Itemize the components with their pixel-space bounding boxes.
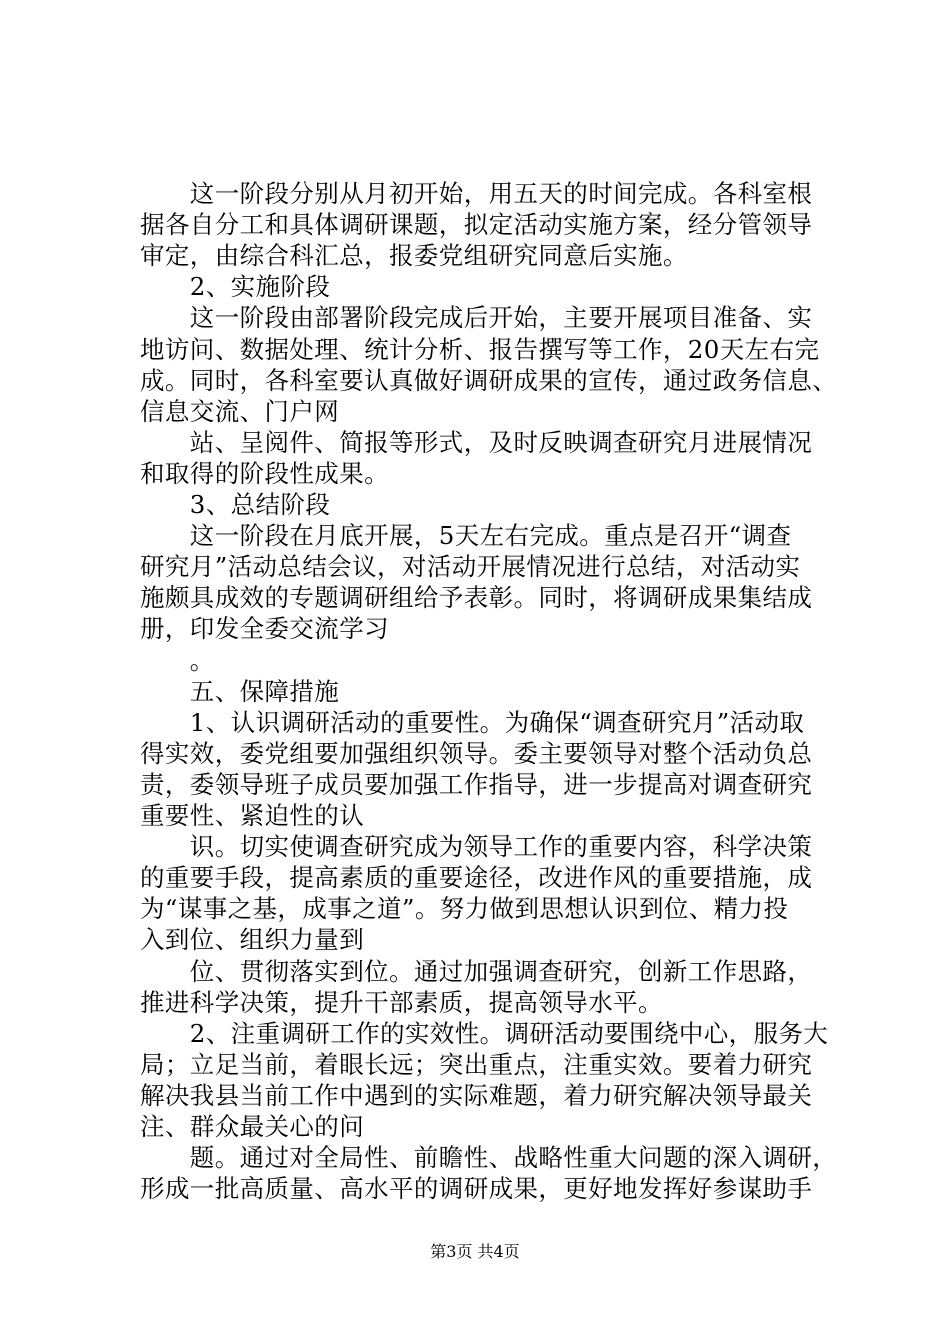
text-line: 识。切实使调查研究成为领导工作的重要内容，科学决策 [140, 832, 813, 862]
text-line: 题。通过对全局性、前瞻性、战略性重大问题的深入调研， [140, 1143, 838, 1173]
text-line: 这一阶段在月底开展，5天左右完成。重点是召开“调查 [140, 521, 792, 551]
text-line: 重要性、紧迫性的认 [140, 801, 365, 830]
text-line: 审定，由综合科汇总，报委党组研究同意后实施。 [140, 241, 688, 271]
text-line: 推进科学决策，提升干部素质，提高领导水平。 [140, 987, 663, 1017]
text-line: 据各自分工和具体调研课题，拟定活动实施方案，经分管领导 [140, 210, 813, 240]
text-line: 册，印发全委交流学习 [140, 614, 389, 644]
text-line: 研究月”活动总结会议，对活动开展情况进行总结，对活动实 [140, 552, 801, 582]
text-line: 局；立足当前，着眼长远；突出重点，注重实效。要着力研究 [140, 1049, 813, 1079]
text-line: 这一阶段由部署阶段完成后开始，主要开展项目准备、实 [140, 303, 813, 333]
text-line: 位、贯彻落实到位。通过加强调查研究，创新工作思路， [140, 956, 813, 986]
text-line: 为“谋事之基，成事之道”。努力做到思想认识到位、精力投 [140, 894, 789, 924]
text-line: 注、群众最关心的问 [140, 1112, 365, 1141]
page-footer: 第3页 共4页 [430, 1242, 520, 1261]
text-line: 的重要手段，提高素质的重要途径，改进作风的重要措施，成 [140, 863, 813, 893]
text-line: 3、总结阶段 [140, 490, 331, 519]
text-line: 责，委领导班子成员要加强工作指导，进一步提高对调查研究 [140, 769, 813, 799]
text-line: 信息交流、门户网 [140, 396, 340, 426]
text-line: 施颇具成效的专题调研组给予表彰。同时，将调研成果集结成 [140, 583, 813, 613]
text-line: 站、呈阅件、简报等形式，及时反映调查研究月进展情况 [140, 427, 813, 457]
text-line: 得实效，委党组要加强组织领导。委主要领导对整个活动负总 [140, 738, 813, 768]
text-line: 五、保障措施 [140, 676, 340, 706]
text-line: 1、认识调研活动的重要性。为确保“调查研究月”活动取 [140, 707, 805, 737]
text-line: 这一阶段分别从月初开始，用五天的时间完成。各科室根 [140, 179, 813, 208]
text-line: 2、注重调研工作的实效性。调研活动要围绕中心，服务大 [140, 1018, 829, 1048]
text-line: 和取得的阶段性成果。 [140, 458, 389, 488]
text-line: 入到位、组织力量到 [140, 925, 365, 955]
text-line: 。 [140, 645, 215, 675]
text-line: 成。同时，各科室要认真做好调研成果的宣传，通过政务信息、 [140, 365, 838, 395]
text-line: 2、实施阶段 [140, 272, 331, 302]
text-line: 形成一批高质量、高水平的调研成果，更好地发挥好参谋助手 [140, 1174, 813, 1204]
text-line: 解决我县当前工作中遇到的实际难题，着力研究解决领导最关 [140, 1080, 813, 1110]
text-line: 地访问、数据处理、统计分析、报告撰写等工作，20天左右完 [140, 334, 820, 364]
